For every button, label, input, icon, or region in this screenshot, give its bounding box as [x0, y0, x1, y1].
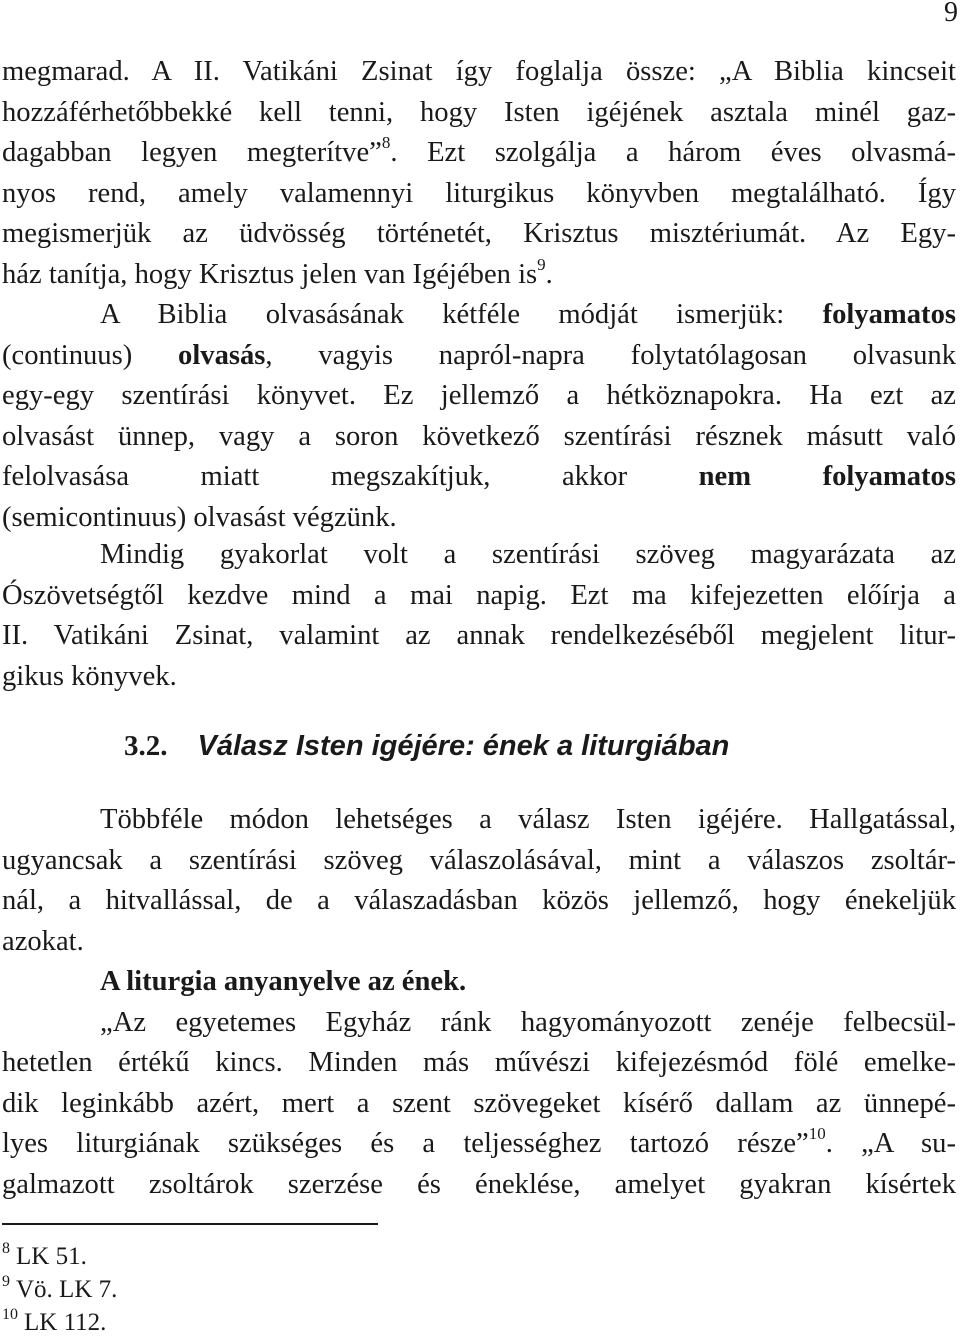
footnote-mark: 9 — [2, 1273, 10, 1290]
text-line: egy-egy szentírási könyvet. Ez jellemző a hétköznapokra. Ha ezt az — [2, 380, 956, 411]
text-segment: . Ezt szolgálja a három éves olvasmá- — [390, 137, 956, 168]
bold-term: A liturgia anyanyelve az ének. — [100, 966, 467, 997]
footnote-9 — [2, 1273, 117, 1306]
text-segment: . „A su- — [825, 1128, 957, 1159]
footnote-10 — [2, 1306, 117, 1339]
bold-term: nem folyamatos — [698, 461, 956, 492]
text-line: megmarad. A II. Vatikáni Zsinat így foglalja össze: „A Biblia kincseit — [2, 56, 956, 87]
text-line: hozzáférhetőbbekké kell tenni, hogy Isten igéjének asztala minél gaz- — [2, 96, 956, 128]
footnote-8 — [2, 1240, 117, 1273]
footnote-text: LK 112. — [24, 1309, 107, 1336]
footnote-mark: 8 — [2, 1240, 10, 1257]
footnote-text: LK 51. — [16, 1243, 87, 1270]
text-line: dik leginkább azért, mert a szent szövegeket kísérő dallam az ünnepé- — [2, 1087, 956, 1119]
bold-term: olvasás — [178, 339, 266, 371]
text-line: II. Vatikáni Zsinat, valamint az annak rendelkezéséből megjelent litur- — [2, 620, 956, 651]
text-line — [2, 457, 956, 498]
text-segment: A Biblia olvasásának kétféle módját ismerjük: — [100, 299, 823, 330]
footnote-text: Vö. LK 7. — [16, 1276, 118, 1303]
text-line — [2, 1124, 956, 1165]
bold-term: folyamatos — [822, 299, 956, 330]
text-line: „Az egyetemes Egyház ránk hagyományozott zenéje felbecsül- — [100, 1006, 956, 1038]
text-line — [2, 133, 956, 174]
text-line: (semicontinuus) olvasást végzünk. — [2, 501, 397, 533]
text-line: Ószövetségtől kezdve mind a mai napig. Ezt ma kifejezetten előírja a — [2, 579, 956, 611]
text-segment: , vagyis napról-napra folytatólagosan olvasunk — [265, 339, 956, 371]
text-segment: lyes liturgiának szükséges és a teljességhez tartozó része” — [2, 1128, 809, 1159]
text-line: Mindig gyakorlat volt a szentírási szöveg magyarázata az — [100, 539, 956, 570]
paragraph-1 — [2, 52, 956, 295]
section-heading — [124, 726, 729, 766]
text-segment: dagabban legyen megterítve” — [2, 137, 382, 168]
footnote-ref-9: 9 — [537, 254, 546, 274]
page-number: 9 — [944, 0, 958, 28]
text-line — [2, 336, 956, 377]
footnote-ref-8: 8 — [381, 133, 391, 152]
text-segment: felolvasása miatt megszakítjuk, akkor — [2, 461, 699, 492]
text-segment: ház tanítja, hogy Krisztus jelen van Igéjében is — [2, 258, 538, 290]
text-line: megismerjük az üdvösség történetét, Krisztus misztériumát. Az Egy- — [2, 218, 956, 249]
text-line: ugyancsak a szentírási szöveg válaszolásával, mint a válaszos zsoltár- — [2, 844, 956, 876]
footnote-divider — [2, 1223, 378, 1225]
text-line: olvasást ünnep, vagy a soron következő szentírási résznek másutt való — [2, 420, 956, 452]
paragraph-3 — [2, 535, 956, 697]
footnotes — [2, 1240, 117, 1339]
text-line: azokat. — [2, 925, 84, 957]
section-title: Válasz Isten igéjére: ének a liturgiában — [197, 730, 730, 762]
text-line — [2, 255, 956, 296]
text-line: gikus könyvek. — [2, 660, 177, 692]
text-line: Többféle módon lehetséges a válasz Isten igéjére. Hallgatással, — [100, 804, 956, 835]
text-line: nyos rend, amely valamennyi liturgikus könyvben megtalálható. Így — [2, 177, 956, 209]
text-line: hetetlen értékű kincs. Minden más művészi kifejezésmód fölé emelke- — [2, 1047, 956, 1078]
footnote-ref-10: 10 — [808, 1124, 826, 1143]
bold-statement — [2, 962, 956, 1003]
text-line: galmazott zsoltárok szerzése és éneklése, amelyet gyakran kísértek — [2, 1168, 956, 1200]
text-line: nál, a hitvallással, de a válaszadásban közös jellemző, hogy énekeljük — [2, 885, 956, 916]
section-number: 3.2. — [124, 730, 168, 762]
paragraph-2 — [2, 295, 956, 538]
footnote-mark: 10 — [2, 1306, 18, 1323]
paragraph-4 — [2, 800, 956, 1205]
text-line — [2, 295, 956, 336]
text-segment: (continuus) — [2, 339, 179, 371]
text-segment: . — [545, 258, 553, 290]
